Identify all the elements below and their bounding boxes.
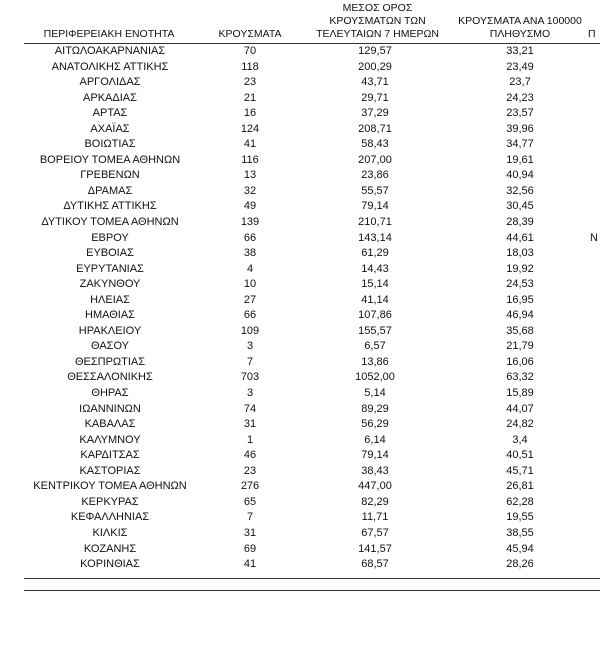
- row-area-cell: ΚΕΦΑΛΛΗΝΙΑΣ: [70, 511, 150, 524]
- row-per-100k-cell: 38,55: [506, 526, 534, 539]
- row-area-cell: ΚΕΝΤΡΙΚΟΥ ΤΟΜΕΑ ΑΘΗΝΩΝ: [33, 480, 187, 493]
- row-area-cell: ΑΧΑΪΑΣ: [90, 122, 130, 135]
- row-cases-cell: 3: [246, 340, 254, 353]
- table-row: [0, 557, 600, 573]
- row-per-100k-cell: 24,82: [506, 418, 534, 431]
- row-per-100k-cell: 23,57: [506, 107, 534, 120]
- row-cases-cell: 10: [243, 278, 257, 291]
- row-cases-cell: 21: [243, 91, 257, 104]
- row-per-100k-cell: 21,79: [506, 340, 534, 353]
- row-cases-cell: 31: [243, 418, 257, 431]
- row-per-100k-cell: 19,55: [506, 511, 534, 524]
- header-per-100k: [445, 15, 595, 41]
- row-avg-cell: 38,43: [361, 464, 389, 477]
- row-per-100k-cell: 35,68: [506, 324, 534, 337]
- row-avg-cell: 14,43: [361, 262, 389, 275]
- header-per-line-1: ΚΡΟΥΣΜΑΤΑ ΑΝΑ 100000: [458, 15, 582, 27]
- row-cases-cell: 7: [246, 355, 254, 368]
- row-avg-cell: 79,14: [361, 449, 389, 462]
- table-row: [0, 246, 600, 262]
- row-per-100k-cell: 33,21: [506, 45, 534, 57]
- table-row: [0, 339, 600, 355]
- row-avg-cell: 207,00: [358, 153, 392, 166]
- table-row: [0, 542, 600, 558]
- row-avg-cell: 447,00: [358, 480, 392, 493]
- row-cases-cell: 41: [243, 558, 257, 571]
- table-row: [0, 402, 600, 418]
- header-avg-line-2: ΚΡΟΥΣΜΑΤΩΝ ΤΩΝ: [329, 15, 426, 27]
- row-per-100k-cell: 44,61: [506, 231, 534, 244]
- row-avg-cell: 11,71: [361, 511, 389, 524]
- row-cases-cell: 27: [243, 293, 257, 306]
- table-bottom-rule: [24, 578, 600, 579]
- row-area-cell: ΚΑΣΤΟΡΙΑΣ: [79, 464, 141, 477]
- row-avg-cell: 1052,00: [355, 371, 395, 384]
- row-area-cell: ΚΑΒΑΛΑΣ: [84, 418, 136, 431]
- row-cases-cell: 3: [246, 387, 254, 400]
- table-row: [0, 91, 600, 107]
- row-area-cell: ΗΜΑΘΙΑΣ: [85, 309, 135, 322]
- row-avg-cell: 210,71: [358, 216, 392, 229]
- row-area-cell: ΑΙΤΩΛΟΑΚΑΡΝΑΝΙΑΣ: [54, 45, 166, 57]
- row-area-cell: ΚΑΛΥΜΝΟΥ: [79, 433, 141, 446]
- row-avg-cell: 5,14: [364, 387, 386, 400]
- row-per-100k-cell: 3,4: [512, 433, 528, 446]
- row-area-cell: ΚΟΡΙΝΘΙΑΣ: [80, 558, 140, 571]
- row-avg-cell: 129,57: [358, 45, 392, 57]
- row-cases-cell: 1: [246, 433, 254, 446]
- row-cases-cell: 23: [243, 464, 257, 477]
- row-per-100k-cell: 40,51: [506, 449, 534, 462]
- row-area-cell: ΓΡΕΒΕΝΩΝ: [80, 169, 140, 182]
- row-cases-cell: 703: [240, 371, 260, 384]
- row-cases-cell: 116: [241, 153, 259, 166]
- table-row: [0, 199, 600, 215]
- table-row: [0, 370, 600, 386]
- row-cases-cell: 69: [243, 542, 257, 555]
- row-area-cell: ΑΡΤΑΣ: [92, 107, 128, 120]
- header-avg-line-3: ΤΕΛΕΥΤΑΙΩΝ 7 ΗΜΕΡΩΝ: [316, 28, 439, 40]
- row-cases-cell: 41: [243, 138, 257, 151]
- row-per-100k-cell: 24,23: [506, 91, 534, 104]
- table-row: [0, 464, 600, 480]
- row-per-100k-cell: 16,06: [506, 355, 534, 368]
- table-footer-rule: [24, 590, 600, 591]
- row-area-cell: ΚΕΡΚΥΡΑΣ: [81, 495, 139, 508]
- header-per-line-2: ΠΛΗΘΥΣΜΟ: [489, 28, 551, 40]
- row-per-100k-cell: 40,94: [506, 169, 534, 182]
- row-cases-cell: 65: [243, 495, 257, 508]
- row-avg-cell: 200,29: [358, 60, 392, 73]
- header-cases: [205, 28, 295, 41]
- row-area-cell: ΚΑΡΔΙΤΣΑΣ: [80, 449, 140, 462]
- table-row: [0, 448, 600, 464]
- row-avg-cell: 89,29: [361, 402, 389, 415]
- row-per-100k-cell: 44,07: [506, 402, 534, 415]
- row-avg-cell: 37,29: [361, 107, 389, 120]
- row-cases-cell: 109: [240, 324, 260, 337]
- row-cases-cell: 49: [243, 200, 257, 213]
- row-per-100k-cell: 62,28: [506, 495, 534, 508]
- row-cases-cell: 7: [246, 511, 254, 524]
- row-area-cell: ΗΛΕΙΑΣ: [90, 293, 130, 306]
- row-per-100k-cell: 30,45: [506, 200, 534, 213]
- table-row: [0, 277, 600, 293]
- row-per-100k-cell: 19,92: [506, 262, 534, 275]
- row-avg-cell: 15,14: [361, 278, 389, 291]
- row-per-100k-cell: 19,61: [506, 153, 534, 166]
- row-area-cell: ΖΑΚΥΝΘΟΥ: [79, 278, 141, 291]
- row-avg-cell: 68,57: [361, 558, 389, 571]
- row-area-cell: ΗΡΑΚΛΕΙΟΥ: [78, 324, 142, 337]
- row-cases-cell: 66: [243, 231, 257, 244]
- table-row: [0, 231, 600, 247]
- row-cases-cell: 13: [243, 169, 257, 182]
- table-row: [0, 168, 600, 184]
- table-row: [0, 60, 600, 76]
- row-avg-cell: 23,86: [361, 169, 389, 182]
- row-cases-cell: 46: [243, 449, 257, 462]
- row-avg-cell: 82,29: [361, 495, 389, 508]
- row-avg-cell: 6,14: [364, 433, 386, 446]
- row-avg-cell: 13,86: [361, 355, 389, 368]
- row-cases-cell: 276: [240, 480, 260, 493]
- row-cases-cell: 32: [243, 184, 257, 197]
- row-area-cell: ΑΡΓΟΛΙΔΑΣ: [79, 76, 141, 89]
- table-row: [0, 526, 600, 542]
- row-avg-cell: 141,57: [358, 542, 392, 555]
- row-area-cell: ΔΡΑΜΑΣ: [87, 184, 133, 197]
- row-per-100k-cell: 26,81: [506, 480, 534, 493]
- header-cut-off-label: Π: [588, 28, 596, 40]
- row-area-cell: ΙΩΑΝΝΙΝΩΝ: [79, 402, 141, 415]
- row-area-cell: ΒΟΙΩΤΙΑΣ: [84, 138, 136, 151]
- row-cases-cell: 38: [243, 247, 257, 260]
- table-row: [0, 417, 600, 433]
- table-row: [0, 386, 600, 402]
- row-per-100k-cell: 18,03: [506, 247, 534, 260]
- table-body: [0, 44, 600, 573]
- table-row: [0, 355, 600, 371]
- row-cases-cell: 66: [243, 309, 257, 322]
- table-row: [0, 510, 600, 526]
- row-cut-off-cell: Ν: [590, 231, 598, 244]
- table-row: [0, 262, 600, 278]
- row-area-cell: ΘΕΣΠΡΩΤΙΑΣ: [74, 355, 146, 368]
- row-area-cell: ΘΗΡΑΣ: [91, 387, 129, 400]
- row-per-100k-cell: 24,53: [506, 278, 534, 291]
- row-area-cell: ΒΟΡΕΙΟΥ ΤΟΜΕΑ ΑΘΗΝΩΝ: [39, 153, 181, 166]
- row-area-cell: ΚΟΖΑΝΗΣ: [83, 542, 137, 555]
- row-area-cell: ΘΕΣΣΑΛΟΝΙΚΗΣ: [67, 371, 153, 384]
- row-per-100k-cell: 45,94: [506, 542, 534, 555]
- row-per-100k-cell: 16,95: [506, 293, 534, 306]
- row-per-100k-cell: 28,26: [506, 558, 534, 571]
- row-cases-cell: 16: [243, 107, 257, 120]
- table-row: [0, 184, 600, 200]
- table-row: [0, 75, 600, 91]
- row-avg-cell: 79,14: [361, 200, 389, 213]
- table-row: [0, 308, 600, 324]
- row-cases-cell: 23: [243, 76, 257, 89]
- row-cases-cell: 74: [243, 402, 257, 415]
- row-per-100k-cell: 45,71: [506, 464, 534, 477]
- header-area: [20, 28, 198, 41]
- row-area-cell: ΑΡΚΑΔΙΑΣ: [83, 91, 137, 104]
- row-cases-cell: 124: [240, 122, 260, 135]
- row-avg-cell: 208,71: [358, 122, 392, 135]
- row-avg-cell: 61,29: [361, 247, 389, 260]
- row-area-cell: ΘΑΣΟΥ: [90, 340, 130, 353]
- row-cases-cell: 118: [241, 60, 259, 73]
- row-per-100k-cell: 23,7: [509, 76, 531, 89]
- table-row: [0, 106, 600, 122]
- row-per-100k-cell: 23,49: [506, 60, 534, 73]
- row-per-100k-cell: 32,56: [506, 184, 534, 197]
- row-avg-cell: 43,71: [361, 76, 389, 89]
- table-row: [0, 215, 600, 231]
- table-row: [0, 137, 600, 153]
- row-area-cell: ΔΥΤΙΚΗΣ ΑΤΤΙΚΗΣ: [63, 200, 157, 213]
- row-area-cell: ΔΥΤΙΚΟΥ ΤΟΜΕΑ ΑΘΗΝΩΝ: [41, 216, 179, 229]
- row-avg-cell: 67,57: [361, 526, 389, 539]
- row-area-cell: ΕΒΡΟΥ: [91, 231, 129, 244]
- row-cases-cell: 4: [246, 262, 254, 275]
- row-cases-cell: 31: [243, 526, 257, 539]
- row-area-cell: ΑΝΑΤΟΛΙΚΗΣ ΑΤΤΙΚΗΣ: [51, 60, 169, 73]
- row-avg-cell: 143,14: [358, 231, 392, 244]
- table-row: [0, 122, 600, 138]
- row-area-cell: ΕΥΒΟΙΑΣ: [86, 247, 134, 260]
- header-cut-off-column: [588, 28, 600, 41]
- row-avg-cell: 107,86: [358, 309, 392, 322]
- row-avg-cell: 41,14: [361, 293, 389, 306]
- table-row: [0, 153, 600, 169]
- row-per-100k-cell: 63,32: [506, 371, 534, 384]
- header-area-label: ΠΕΡΙΦΕΡΕΙΑΚΗ ΕΝΟΤΗΤΑ: [43, 28, 175, 40]
- row-per-100k-cell: 15,89: [506, 387, 534, 400]
- table-row: [0, 324, 600, 340]
- row-per-100k-cell: 39,96: [506, 122, 534, 135]
- row-avg-cell: 6,57: [364, 340, 386, 353]
- row-per-100k-cell: 28,39: [506, 216, 534, 229]
- row-area-cell: ΕΥΡΥΤΑΝΙΑΣ: [76, 262, 144, 275]
- header-avg-line-1: ΜΕΣΟΣ ΟΡΟΣ: [342, 2, 413, 14]
- row-avg-cell: 58,43: [361, 138, 389, 151]
- header-avg-7-days: [305, 2, 450, 41]
- row-avg-cell: 29,71: [361, 91, 389, 104]
- row-area-cell: ΚΙΛΚΙΣ: [92, 526, 128, 539]
- row-avg-cell: 56,29: [361, 418, 389, 431]
- table-row: [0, 479, 600, 495]
- table-row: [0, 433, 600, 449]
- row-cases-cell: 70: [243, 45, 257, 57]
- header-cases-label: ΚΡΟΥΣΜΑΤΑ: [218, 28, 282, 40]
- table-row: [0, 44, 600, 60]
- table-row: [0, 293, 600, 309]
- row-per-100k-cell: 34,77: [506, 138, 534, 151]
- row-avg-cell: 55,57: [361, 184, 389, 197]
- row-cases-cell: 139: [240, 216, 260, 229]
- row-per-100k-cell: 46,94: [506, 309, 534, 322]
- table-row: [0, 495, 600, 511]
- row-avg-cell: 155,57: [358, 324, 392, 337]
